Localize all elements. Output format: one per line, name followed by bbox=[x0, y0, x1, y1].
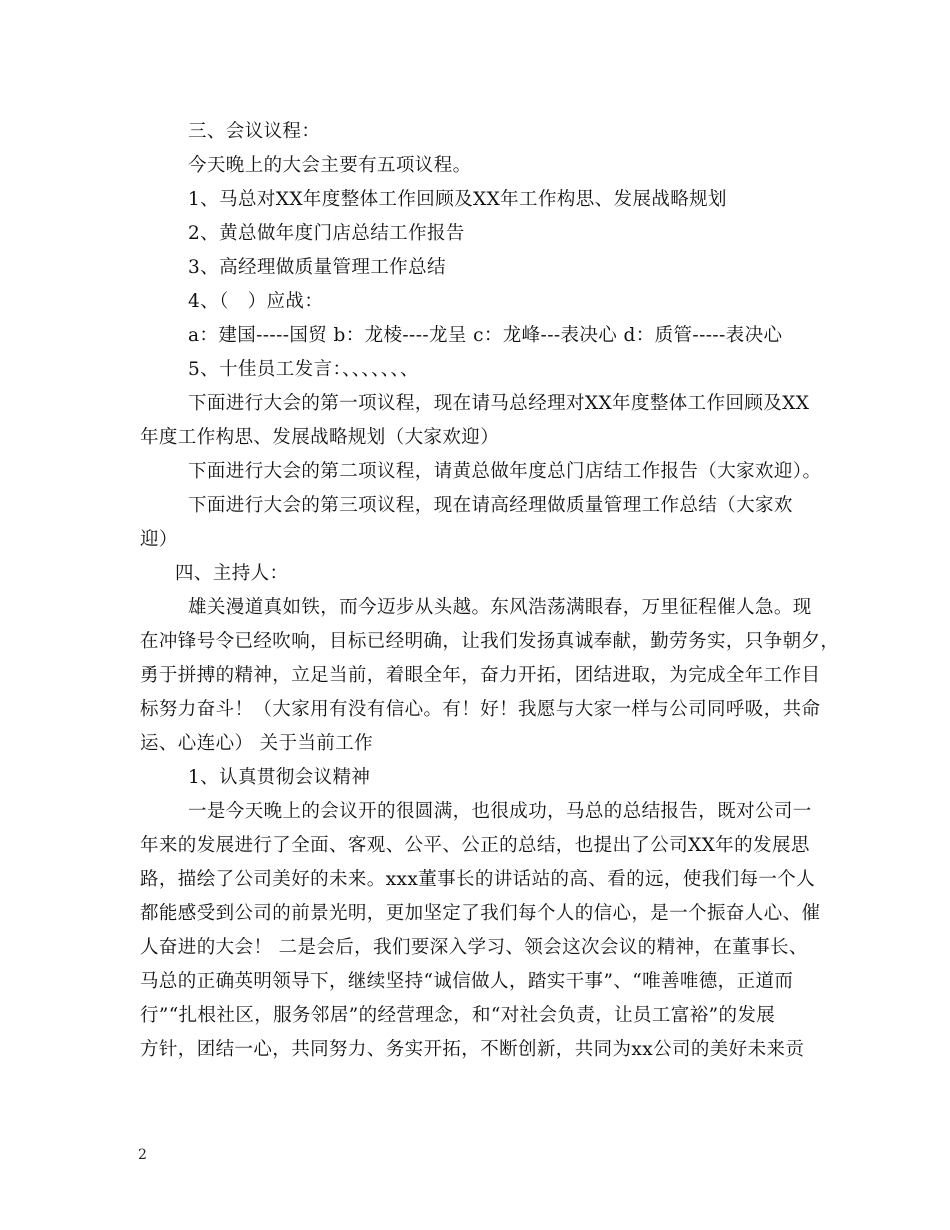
agenda-item-1: 1、马总对XX年度整体工作回顾及XX年工作构思、发展战略规划 bbox=[188, 189, 727, 210]
agenda-item-2: 2、黄总做年度门店总结工作报告 bbox=[188, 223, 465, 244]
paragraph-line: 路，描绘了公司美好的未来。xxx董事长的讲话站的高、看的远，使我们每一个人 bbox=[140, 869, 816, 890]
agenda-item-4: 4、（ ）应战： bbox=[188, 291, 324, 312]
paragraph-line: 迎） bbox=[140, 529, 178, 550]
paragraph-line: 下面进行大会的第三项议程，现在请高经理做质量管理工作总结（大家欢 bbox=[188, 495, 793, 516]
paragraph-line: 运、心连心） 关于当前工作 bbox=[140, 733, 374, 754]
paragraph-line: 下面进行大会的第二项议程，请黄总做年度总门店结工作报告（大家欢迎）。 bbox=[188, 461, 822, 482]
paragraph-line: 在冲锋号令已经吹响，目标已经明确，让我们发扬真诚奉献，勤劳务实，只争朝夕， bbox=[140, 631, 840, 652]
paragraph-line: 今天晚上的大会主要有五项议程。 bbox=[188, 155, 472, 176]
paragraph-line: 雄关漫道真如铁，而今迈步从头越。东风浩荡满眼春，万里征程催人急。现 bbox=[188, 597, 812, 618]
paragraph-line: 行”“扎根社区，服务邻居”的经营理念，和“对社会负责，让员工富裕”的发展 bbox=[140, 1005, 776, 1026]
paragraph-line: 年度工作构思、发展战略规划（大家欢迎） bbox=[140, 427, 500, 448]
page-number: 2 bbox=[138, 1147, 147, 1163]
paragraph-line: 勇于拼搏的精神，立足当前，着眼全年，奋力开拓，团结进取，为完成全年工作目 bbox=[140, 665, 821, 686]
paragraph-line: 都能感受到公司的前景光明，更加坚定了我们每个人的信心，是一个振奋人心、催 bbox=[140, 903, 821, 924]
paragraph-line: 一是今天晚上的会议开的很圆满，也很成功，马总的总结报告，既对公司一 bbox=[188, 801, 812, 822]
paragraph-line: 标努力奋斗！（大家用有没有信心。有！好！我愿与大家一样与公司同呼吸，共命 bbox=[140, 699, 821, 720]
paragraph-line: 方针，团结一心，共同努力、务实开拓，不断创新，共同为xx公司的美好未来贡 bbox=[140, 1039, 805, 1060]
agenda-item-3: 3、高经理做质量管理工作总结 bbox=[188, 257, 446, 278]
paragraph-line: 马总的正确英明领导下，继续坚持“诚信做人，踏实干事”、“唯善唯德，正道而 bbox=[140, 971, 794, 992]
subsection-heading: 1、认真贯彻会议精神 bbox=[188, 767, 371, 788]
paragraph-line: 下面进行大会的第一项议程，现在请马总经理对XX年度整体工作回顾及XX bbox=[188, 393, 810, 414]
paragraph-line: 人奋进的大会！ 二是会后，我们要深入学习、领会这次会议的精神，在董事长、 bbox=[140, 937, 808, 958]
agenda-item-4-detail: a：建国-----国贸 b：龙棱----龙呈 c：龙峰---表决心 d：质管-----表决心 bbox=[188, 325, 783, 346]
agenda-item-5: 5、十佳员工发言：、、、、、、、 bbox=[188, 359, 419, 380]
section-heading-agenda: 三、会议议程： bbox=[188, 121, 321, 142]
paragraph-line: 年来的发展进行了全面、客观、公平、公正的总结，也提出了公司XX年的发展思 bbox=[140, 835, 810, 856]
section-heading-host: 四、主持人： bbox=[175, 563, 289, 584]
